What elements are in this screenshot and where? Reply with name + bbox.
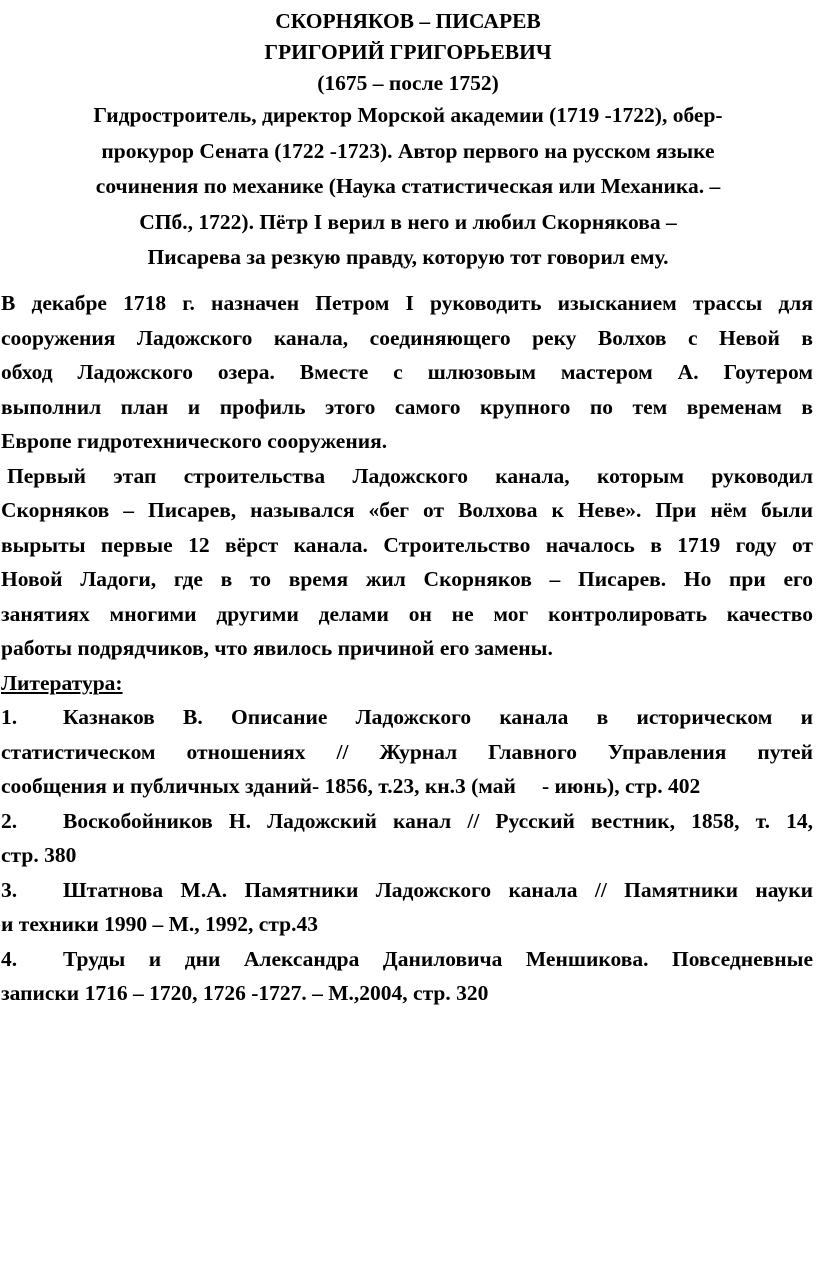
item-number: 2. xyxy=(1,808,18,833)
bio-line: СПб., 1722). Пётр I верил в него и любил Скорнякова – xyxy=(139,209,677,234)
item-text: Казнаков В. Описание Ладожского канала в историческом и xyxy=(63,705,813,729)
main-text xyxy=(1,286,813,1011)
text-line: сооружения Ладожского канала, соединяющего реку Волхов с Невой в xyxy=(1,325,813,350)
literature-section xyxy=(1,666,813,1011)
title-block xyxy=(90,6,726,99)
literature-heading-line xyxy=(1,666,813,701)
text-line: Скорняков – Писарев, назывался «бег от Волхова к Неве». При нём были xyxy=(1,498,813,522)
text-line: Новой Ладоги, где в то время жил Скорняков – Писарев. Но при его xyxy=(1,567,813,591)
paragraph-2 xyxy=(1,459,813,666)
literature-item xyxy=(1,942,813,1011)
text-line: В декабре 1718 г. назначен Петром I руководить изысканием трассы для xyxy=(1,291,813,315)
title-name: ГРИГОРИЙ ГРИГОРЬЕВИЧ xyxy=(264,40,552,64)
text-line: статистическом отношениях // Журнал Главного Управления путей xyxy=(1,739,813,764)
text-line xyxy=(1,769,813,804)
text-line: работы подрядчиков, что явилось причиной его замены. xyxy=(1,636,553,660)
bio-line: Писарева за резкую правду, которую тот говорил ему. xyxy=(147,245,669,269)
literature-item xyxy=(1,873,813,942)
title-years: (1675 – после 1752) xyxy=(317,71,499,95)
bio-line: сочинения по механике (Наука статистическая или Механика. – xyxy=(95,174,721,198)
bio-line: прокурор Сената (1722 -1723). Автор первого на русском языке xyxy=(101,138,715,163)
text-line: выполнил план и профиль этого самого крупного по тем временам в xyxy=(1,394,813,419)
item-number: 1. xyxy=(1,705,18,729)
bio-summary xyxy=(0,98,816,276)
text-line: и техники 1990 – М., 1992, стр.43 xyxy=(1,912,318,936)
text-line: Первый этап строительства Ладожского канала, которым руководил xyxy=(7,463,813,488)
literature-item xyxy=(1,700,813,804)
bio-line: Гидростроитель, директор Морской академии (1719 -1722), обер- xyxy=(93,103,723,127)
literature-item xyxy=(1,804,813,873)
text-line: записки 1716 – 1720, 1726 -1727. – М.,2004, стр. 320 xyxy=(1,981,489,1005)
text-line: занятиях многими другими делами он не мог контролировать качество xyxy=(1,601,813,626)
text-line xyxy=(1,873,813,908)
title-surname: СКОРНЯКОВ – ПИСАРЕВ xyxy=(275,9,541,33)
text-line: обход Ладожского озера. Вместе с шлюзовым мастером А. Гоутером xyxy=(1,360,813,384)
text-line: стр. 380 xyxy=(1,843,77,867)
text-line xyxy=(1,942,813,977)
item-text: Труды и дни Александра Даниловича Меншикова. Повседневные xyxy=(63,946,813,971)
paragraph-1 xyxy=(1,286,813,459)
text-line: Европе гидротехнического сооружения. xyxy=(1,429,388,453)
item-number: 3. xyxy=(1,877,18,902)
text-line xyxy=(1,804,813,839)
item-text: Штатнова М.А. Памятники Ладожского канала // Памятники науки xyxy=(63,877,813,902)
text-line xyxy=(1,700,813,735)
literature-heading: Литература: xyxy=(1,670,123,695)
text-line: вырыты первые 12 вёрст канала. Строительство началось в 1719 году от xyxy=(1,532,813,557)
item-text: - июнь), стр. 402 xyxy=(541,774,701,798)
item-text: сообщения и публичных зданий- 1856, т.23, кн.3 (май xyxy=(1,774,516,798)
item-text: Воскобойников Н. Ладожский канал // Русский вестник, 1858, т. 14, xyxy=(63,808,813,833)
item-number: 4. xyxy=(1,946,18,971)
